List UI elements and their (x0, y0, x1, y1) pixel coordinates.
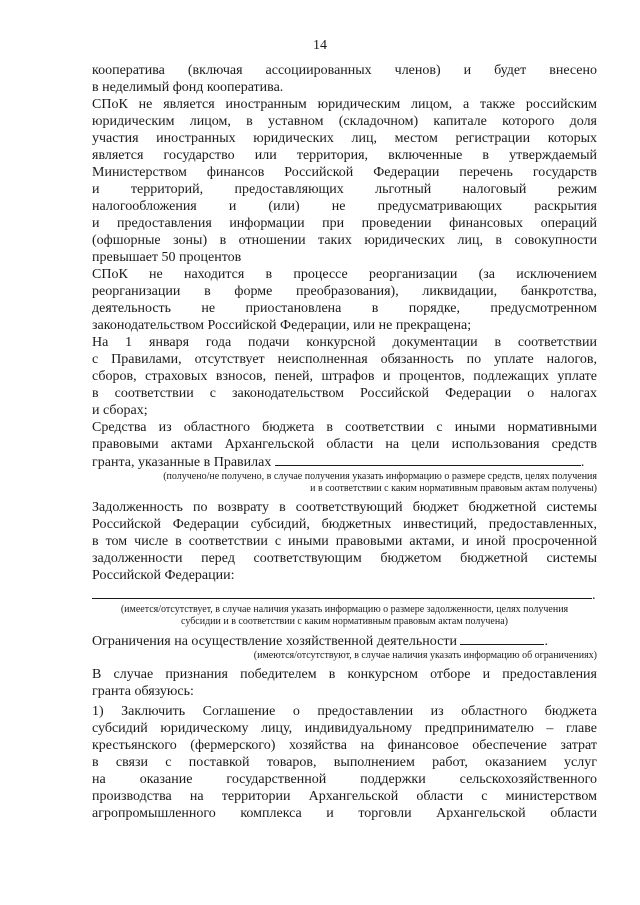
text-line: Министерством финансов Российской Федерации перечень государств (92, 165, 597, 180)
note-restrictions: (имеются/отсутствуют, в случае наличия указать информацию об ограничениях) (253, 650, 597, 661)
text-line: в том числе в соответствии с иными правовыми актами, и иной просроченной (92, 534, 597, 549)
text-line (92, 453, 597, 471)
text-line: гранта обязуюсь: (92, 684, 194, 699)
text-line: в связи с поставкой товаров, выполнением работ, оказанием услуг (92, 755, 597, 770)
text-line: задолженности перед соответствующим бюджетом бюджетной системы (92, 551, 597, 566)
text-line: в соответствии с законодательством Российской Федерации о налогах (92, 386, 597, 401)
text-line: На 1 января года подачи конкурсной документации в соответствии (92, 335, 597, 350)
text-line: законодательством Российской Федерации, или не прекращена; (92, 318, 472, 333)
text-line: Российской Федерации субсидий, бюджетных инвестиций, предоставленных, (92, 517, 597, 532)
text-line: крестьянского (фермерского) хозяйства на финансовое обеспечение затрат (92, 738, 597, 753)
paragraph-cooperative-fund (92, 62, 597, 96)
text-line: и территорий, предоставляющих льготный налоговый режим (92, 182, 597, 197)
note-line: (имеется/отсутствует, в случае наличия указать информацию о размере задолженности, целях получения (120, 604, 569, 615)
text-line: В случае признания победителем в конкурсном отборе и предоставления (92, 667, 597, 682)
paragraph-not-reorganization (92, 266, 597, 334)
text-line: деятельность не приостановлена в порядке, предусмотренном (92, 301, 597, 316)
paragraph-restrictions (92, 632, 597, 650)
paragraph-regional-funds (92, 419, 597, 471)
note-funds (92, 471, 597, 495)
text-line: Задолженность по возврату в соответствующий бюджет бюджетной системы (92, 500, 597, 515)
note-line: (получено/не получено, в случае получения указать информацию о размере средств, целях получения (163, 471, 597, 482)
paragraph-winner-obligations (92, 666, 597, 700)
text-line: правовыми актами Архангельской области на цели использования средств (92, 437, 597, 452)
text-line: превышает 50 процентов (92, 250, 242, 265)
text-line: и сборах; (92, 403, 148, 418)
text-line: с Правилами, отсутствует неисполненная обязанность по уплате налогов, (92, 352, 597, 367)
text-line: юридическим лицом, в уставном (складочном) капитале которого доля (92, 114, 597, 129)
text-line: агропромышленного комплекса и торговли Архангельской области (92, 806, 597, 821)
text-line (92, 586, 597, 604)
text-line (92, 632, 597, 650)
text-line: и предоставления информации при проведении финансовых операций (92, 216, 597, 231)
text-fragment: . (592, 588, 596, 603)
text-fragment: . (580, 455, 585, 470)
page-number: 14 (313, 38, 327, 53)
document-body (92, 62, 597, 822)
text-line: на оказание государственной поддержки сельскохозяйственного (92, 772, 597, 787)
paragraph-no-tax-debt (92, 334, 597, 419)
text-fragment: гранта, указанные в Правилах (92, 455, 272, 470)
text-fragment: . (544, 634, 548, 649)
text-line: Российской Федерации: (92, 568, 235, 583)
paragraph-agreement (92, 703, 597, 822)
text-fragment: Ограничения на осуществление хозяйственной деятельности (92, 634, 457, 649)
text-line: субсидий юридическому лицу, индивидуальному предпринимателю – главе (92, 721, 597, 736)
note-line: субсидии и в соответствии с каким нормативным правовым актам получена) (181, 616, 508, 627)
text-line: (офшорные зоны) в отношении таких юридических лиц, в совокупности (92, 233, 597, 248)
text-line: Средства из областного бюджета в соответствии с иными нормативными (92, 420, 597, 435)
text-line: налогообложения и (или) не предусматривающих раскрытия (92, 199, 597, 214)
note-debt (92, 604, 597, 628)
text-line: в неделимый фонд кооператива. (92, 80, 284, 95)
paragraph-budget-debt (92, 499, 597, 604)
text-line: является государство или территория, включенные в утверждаемый (92, 148, 597, 163)
paragraph-not-foreign-entity (92, 96, 597, 266)
funds-fill-in-line[interactable] (275, 453, 581, 466)
text-line: сборов, страховых взносов, пеней, штрафов и процентов, подлежащих уплате (92, 369, 597, 384)
text-line: СПоК не является иностранным юридическим лицом, а также российским (92, 97, 597, 112)
debt-fill-in-line[interactable] (92, 586, 592, 599)
text-line: участия иностранных юридических лиц, местом регистрации которых (92, 131, 597, 146)
text-line: 1) Заключить Соглашение о предоставлении из областного бюджета (92, 704, 597, 719)
text-line: реорганизации в форме преобразования), ликвидации, банкротства, (92, 284, 597, 299)
text-line: кооператива (включая ассоциированных членов) и будет внесено (92, 63, 597, 78)
text-line: СПоК не находится в процессе реорганизации (за исключением (92, 267, 597, 282)
restrictions-fill-in-line[interactable] (460, 632, 544, 645)
note-line: и в соответствии с каким нормативным правовым актам получены) (310, 483, 597, 494)
text-line: производства на территории Архангельской области с министерством (92, 789, 597, 804)
